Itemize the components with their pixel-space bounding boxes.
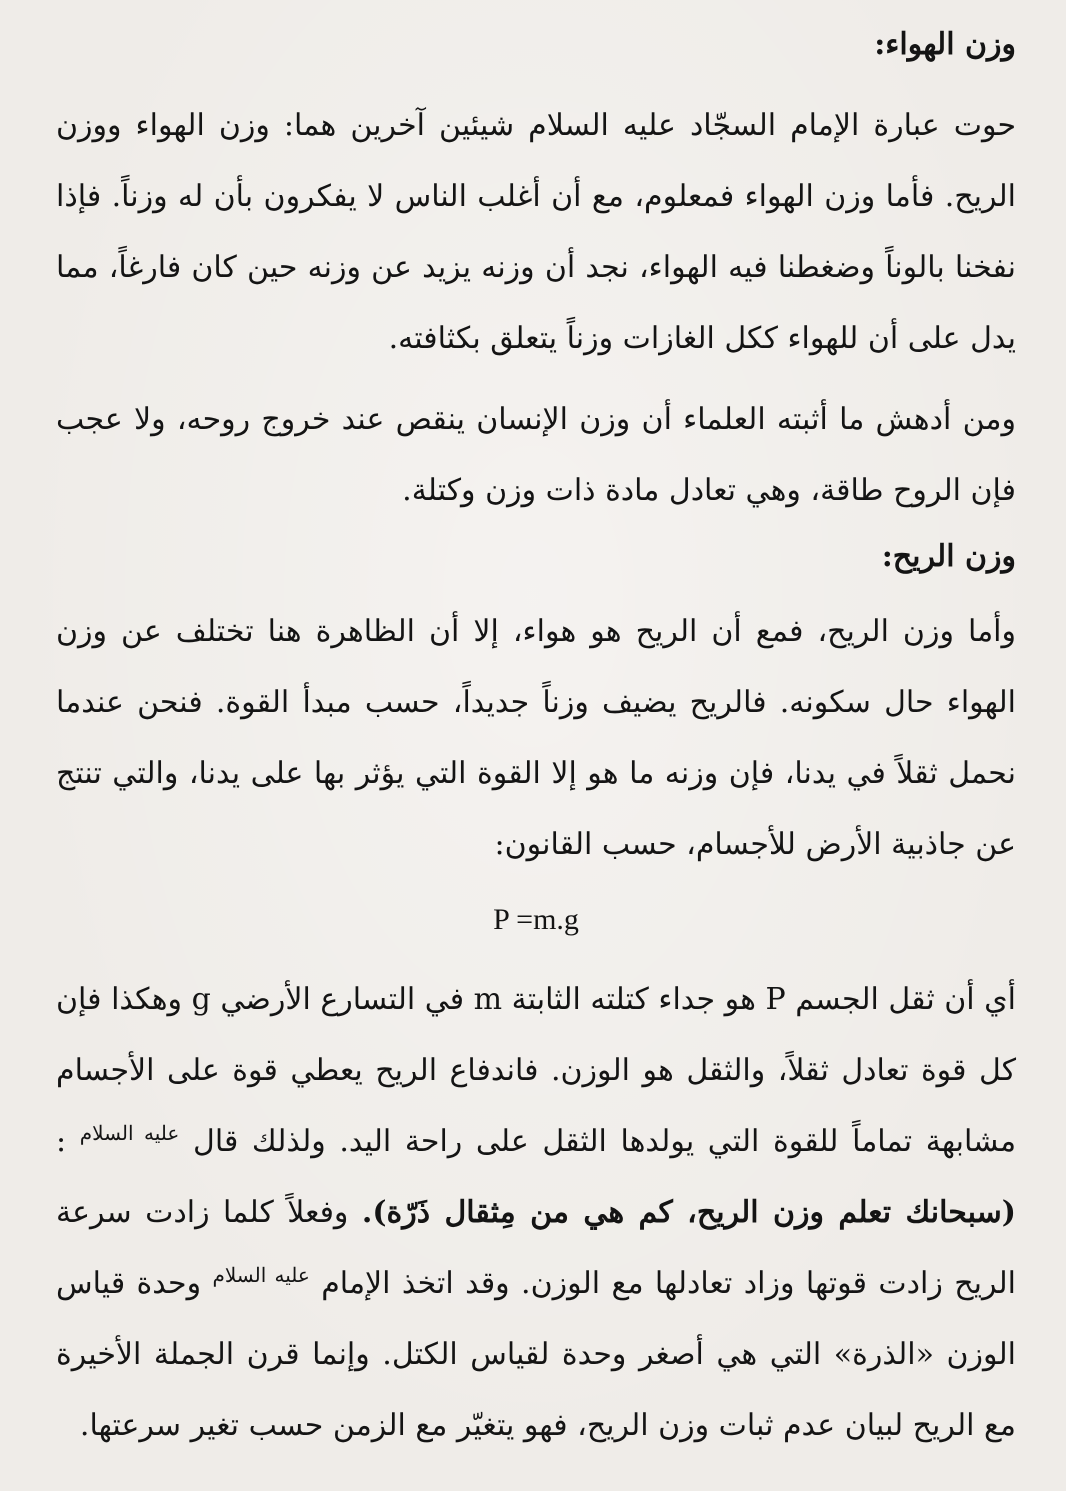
section-heading-wind-weight: وزن الريح: — [881, 539, 1016, 574]
honorific-mark: عليه السلام — [79, 1121, 180, 1145]
paragraph-air-weight: حوت عبارة الإمام السجّاد عليه السلام شيئين آخرين هما: وزن الهواء ووزن الريح. فأما وزن الهواء فمعلوم، مع أن أغلب الناس لا يفكرون بأن له وزناً. فإذا نفخنا بالوناً وضغطنا فيه الهواء، نجد أن وزنه يزيد عن وزنه حين كان فارغاً، مما يدل على أن للهواء ككل الغازات وزناً يتعلق بكثافته. — [56, 108, 1016, 356]
section-heading-air-weight: وزن الهواء: — [874, 27, 1016, 62]
paragraph-wind-weight: وأما وزن الريح، فمع أن الريح هو هواء، إلا أن الظاهرة هنا تختلف عن وزن الهواء حال سكونه. فالريح يضيف وزناً جديداً، حسب مبدأ القوة. فنحن عندما نحمل ثقلاً في يدنا، فإن وزنه ما هو إلا القوة التي يؤثر بها على يدنا، والتي تنتج عن جاذبية الأرض للأجسام، حسب القانون: — [56, 614, 1016, 862]
paragraph-text-d: وحدة قياس الوزن «الذرة» التي هي أصغر وحدة لقياس الكتل. وإنما قرن الجملة الأخيرة مع الريح لبيان عدم ثبات وزن الريح، فهو يتغيّر مع الزمن حسب تغير سرعتها. — [56, 1266, 1016, 1443]
paragraph-weight-explanation — [56, 964, 1016, 1461]
paragraph-soul-weight: ومن أدهش ما أثبته العلماء أن وزن الإنسان ينقص عند خروج روحه، ولا عجب فإن الروح طاقة، وهي تعادل مادة ذات وزن وكتلة. — [56, 402, 1016, 508]
paragraph-text-a: أي أن ثقل الجسم P هو جداء كتلته الثابتة m في التسارع الأرضي g وهكذا فإن كل قوة تعادل ثقلاً، والثقل هو الوزن. فاندفاع الريح يعطي قوة على الأجسام مشابهة تماماً للقوة التي يولدها الثقل على راحة اليد. ولذلك قال — [56, 982, 1017, 1159]
paragraph-text-b: : — [56, 1124, 67, 1159]
formula: P =m.g — [493, 903, 579, 936]
quote: (سبحانك تعلم وزن الريح، كم هي من مِثقال ذَرّة). — [361, 1195, 1016, 1230]
paragraph-text-c: وفعلاً كلما زادت سرعة الريح زادت قوتها وزاد تعادلها مع الوزن. وقد اتخذ الإمام — [56, 1195, 1016, 1301]
honorific-mark-2: عليه السلام — [212, 1263, 310, 1287]
